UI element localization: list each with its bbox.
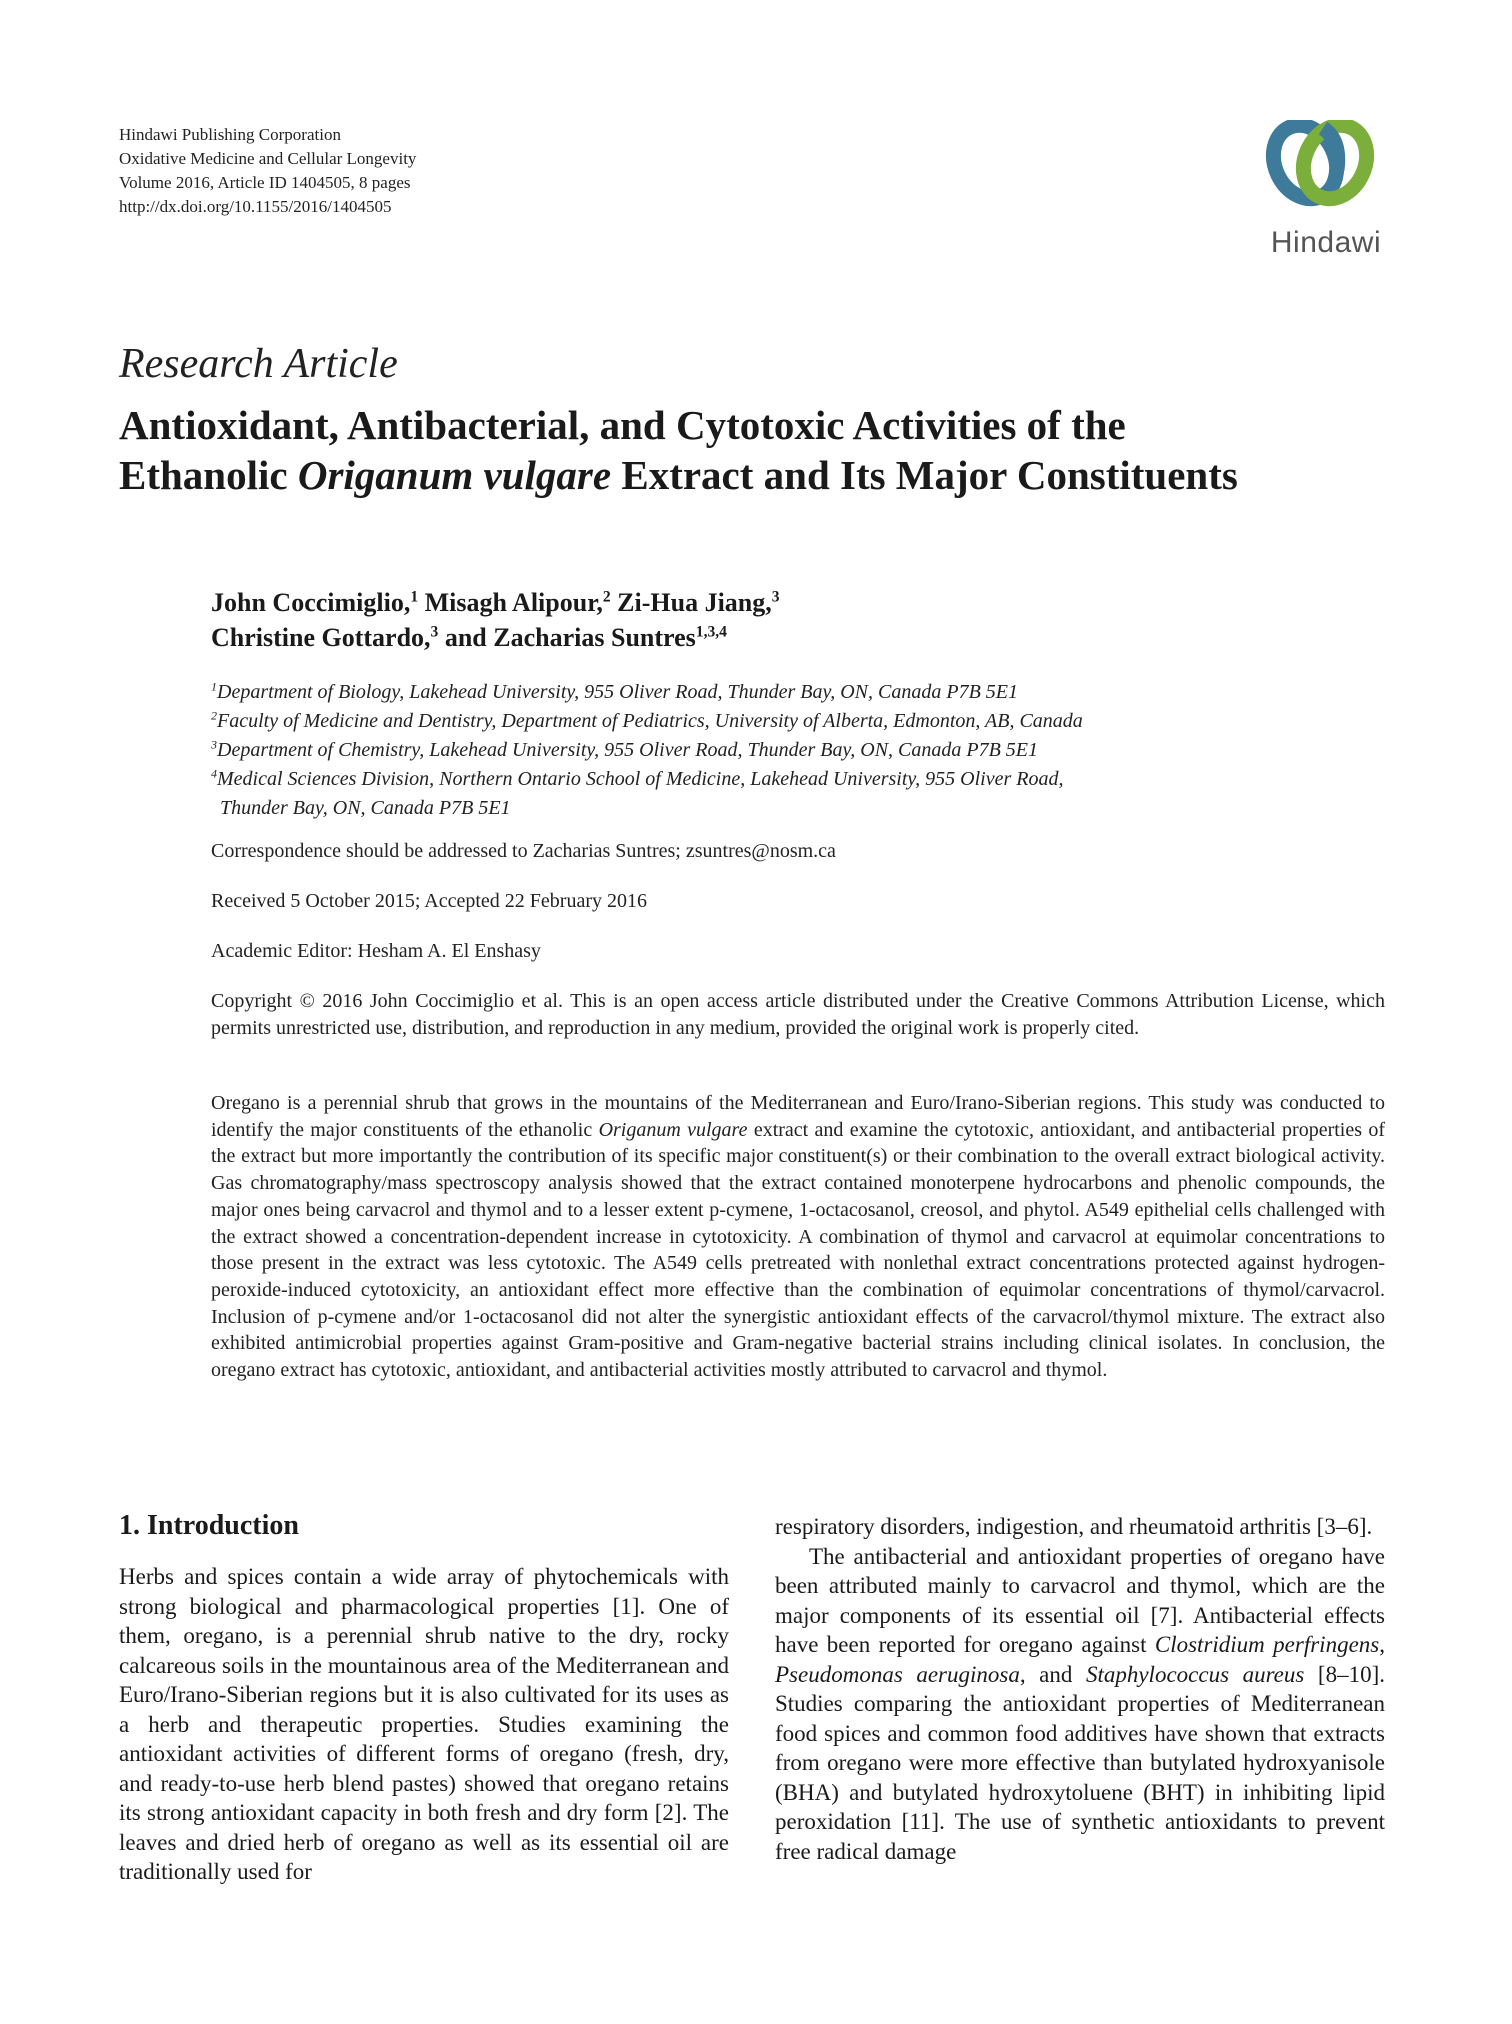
body-column-right	[775, 1512, 1385, 1866]
publisher-name: Hindawi Publishing Corporation	[119, 125, 341, 144]
body-column-left	[119, 1562, 729, 1887]
journal-info	[119, 123, 416, 219]
intro-paragraph	[775, 1542, 1385, 1867]
affiliation-4-cont: Thunder Bay, ON, Canada P7B 5E1	[220, 797, 511, 819]
title-line-2	[119, 450, 1419, 500]
affiliation-number: 1	[211, 679, 217, 694]
species-name: Staphylococcus aureus	[1085, 1661, 1305, 1687]
author-affil-mark: 1,3,4	[695, 623, 727, 641]
affiliation-number: 4	[211, 766, 217, 781]
title-species: Origanum vulgare	[297, 452, 612, 498]
paragraph-text: [8–10]. Studies comparing the antioxidant properties of Mediterranean food spices and common food additives have shown that extracts from oregano were more effective than butylated hydroxyanisole (BHA) and butylated hydroxytoluene (BHT) in inhibiting lipid peroxidation [11]. The use of synthetic antioxidants to prevent free radical damage	[775, 1661, 1385, 1864]
received-dates: Received 5 October 2015; Accepted 22 February 2016	[211, 890, 647, 912]
copyright-notice: Copyright © 2016 John Coccimiglio et al. This is an open access article distributed under the Creative Commons Attribution License, which permits unrestricted use, distribution, and reproduction in any medium, provided the original work is properly cited.	[211, 990, 1385, 1039]
volume-info: Volume 2016, Article ID 1404505, 8 pages	[119, 173, 411, 192]
species-name: Pseudomonas aeruginosa	[775, 1661, 1020, 1687]
author-name: Misagh Alipour,	[424, 588, 603, 617]
title-text: Ethanolic	[119, 452, 298, 498]
article-title	[119, 400, 1419, 500]
affiliations	[211, 678, 1391, 823]
title-text: Extract and Its Major Constituents	[611, 452, 1238, 498]
author-name: John Coccimiglio,	[211, 588, 411, 617]
author-affil-mark: 3	[430, 623, 439, 641]
author-name: Zi-Hua Jiang,	[617, 588, 772, 617]
affiliation-text: Department of Chemistry, Lakehead University, 955 Oliver Road, Thunder Bay, ON, Canada P7B 5E1	[217, 739, 1039, 761]
affiliation-number: 2	[211, 708, 217, 723]
paragraph-text: The antibacterial and antioxidant properties of oregano have been attributed mainly to carvacrol and thymol, which are the major components of its essential oil [7]. Antibacterial effects have been reported for oregano against	[775, 1543, 1385, 1657]
author-name: and Zacharias Suntres	[444, 623, 696, 652]
abstract-species: Origanum vulgare	[598, 1118, 748, 1141]
author-affil-mark: 2	[602, 588, 611, 606]
doi-link[interactable]: http://dx.doi.org/10.1155/2016/1404505	[119, 197, 392, 216]
author-name: Christine Gottardo,	[211, 623, 431, 652]
affiliation-number: 3	[211, 737, 217, 752]
affiliation-2	[211, 707, 1391, 736]
intro-paragraph: Herbs and spices contain a wide array of phytochemicals with strong biological and pharmacological properties [1]. One of them, oregano, is a perennial shrub native to the dry, rocky calcareous soils in the mountainous area of the Mediterranean and Euro/Irano-Siberian regions but it is also cultivated for its uses as a herb and therapeutic properties. Studies examining the antioxidant activities of different forms of oregano (fresh, dry, and ready-to-use herb blend pastes) showed that oregano retains its strong antioxidant capacity in both fresh and dry form [2]. The leaves and dried herb of oregano as well as its essential oil are traditionally used for	[119, 1564, 729, 1884]
hindawi-logo-text: Hindawi	[1270, 226, 1382, 259]
title-line-1: Antioxidant, Antibacterial, and Cytotoxic Activities of the	[119, 402, 1126, 448]
affiliation-text: Department of Biology, Lakehead University, 955 Oliver Road, Thunder Bay, ON, Canada P7B 5E1	[217, 681, 1019, 703]
academic-editor: Academic Editor: Hesham A. El Enshasy	[211, 940, 541, 962]
author-line-1	[211, 585, 780, 620]
author-affil-mark: 1	[410, 588, 419, 606]
affiliation-3	[211, 736, 1391, 765]
abstract-text: extract and examine the cytotoxic, antioxidant, and antibacterial properties of the extract but more importantly the contribution of its specific major constituent(s) or their combination to the overall extract biological activity. Gas chromatography/mass spectroscopy analysis showed that the extract contained monoterpene hydrocarbons and phenolic compounds, the major ones being carvacrol and thymol and to a lesser extent p-cymene, 1-octacosanol, creosol, and phytol. A549 epithelial cells challenged with the extract showed a concentration-dependent increase in cytotoxicity. A combination of thymol and carvacrol at equimolar concentrations to those present in the extract was less cytotoxic. The A549 cells pretreated with nonlethal extract concentrations protected against hydrogen-peroxide-induced cytotoxicity, an antioxidant effect more effective than the combination of equimolar concentrations of thymol/carvacrol. Inclusion of p-cymene and/or 1-octacosanol did not alter the synergistic antioxidant effects of the carvacrol/thymol mixture. The extract also exhibited antimicrobial properties against Gram-positive and Gram-negative bacterial strains including clinical isolates. In conclusion, the oregano extract has cytotoxic, antioxidant, and antibacterial activities mostly attributed to carvacrol and thymol.	[211, 1118, 1386, 1382]
affiliation-1	[211, 678, 1391, 707]
abstract	[211, 1090, 1385, 1384]
correspondence: Correspondence should be addressed to Zacharias Suntres; zsuntres@nosm.ca	[211, 840, 836, 862]
article-type: Research Article	[119, 341, 398, 387]
author-list	[211, 585, 780, 655]
author-line-2	[211, 620, 780, 655]
paragraph-text: , and	[1019, 1661, 1086, 1687]
paragraph-text: ,	[1379, 1632, 1385, 1657]
affiliation-4	[211, 765, 1391, 794]
section-heading: 1. Introduction	[119, 1510, 299, 1541]
journal-name: Oxidative Medicine and Cellular Longevity	[119, 149, 417, 168]
intro-paragraph: respiratory disorders, indigestion, and rheumatoid arthritis [3–6].	[775, 1514, 1373, 1539]
author-affil-mark: 3	[771, 588, 780, 606]
affiliation-text: Faculty of Medicine and Dentistry, Department of Pediatrics, University of Alberta, Edmonton, AB, Canada	[217, 710, 1083, 732]
abstract-text: Oregano is a perennial shrub that grows in the mountains of the Mediterranean and Euro/Irano-Siberian regions. This study was conducted to identify the major constituents of the ethanolic	[211, 1092, 1385, 1141]
affiliation-text: Medical Sciences Division, Northern Ontario School of Medicine, Lakehead University, 955 Oliver Road,	[217, 768, 1064, 790]
species-name: Clostridium perfringens	[1154, 1632, 1380, 1657]
